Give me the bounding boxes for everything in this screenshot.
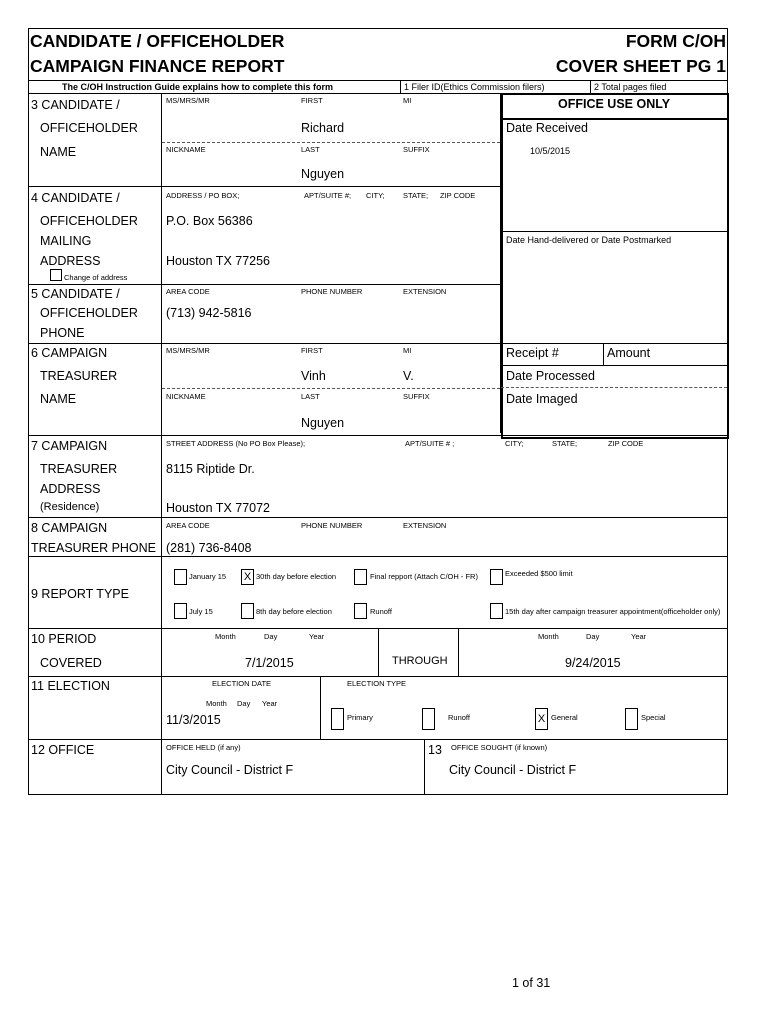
general-checkbox[interactable]: X [535,708,548,730]
divider [28,435,728,436]
sec4-label1: 4 CANDIDATE / [31,191,120,205]
sec6-nickname-label: NICKNAME [166,392,206,401]
runoff-election-label: Runoff [448,713,470,722]
divider [28,186,501,187]
divider [28,676,728,677]
office-use-heading: OFFICE USE ONLY [558,97,671,111]
office-sought-label: OFFICE SOUGHT (if known) [451,743,548,752]
divider [28,517,728,518]
divider [161,556,162,628]
office-held-label: OFFICE HELD (if any) [166,743,241,752]
total-pages-label: 2 Total pages filed [594,82,667,92]
divider [28,343,501,344]
change-of-address-label: Change of address [64,273,128,282]
receipt-label: Receipt # [506,346,559,360]
exceeded-label: Exceeded $500 limit [505,569,573,578]
sec3-first-value[interactable]: Richard [301,121,345,135]
runoff-report-checkbox[interactable] [354,603,367,619]
sec10-to-year: Year [631,632,647,641]
sec11-year: Year [262,699,278,708]
cover-sheet-title: COVER SHEET PG 1 [555,56,726,76]
sec7-city-label: CITY; [505,439,524,448]
sec4-zip-label: ZIP CODE [440,191,476,200]
sec3-label1: 3 CANDIDATE / [31,98,120,112]
change-of-address-checkbox[interactable] [50,269,62,281]
jan15-checkbox[interactable] [174,569,187,585]
divider [603,343,604,365]
title-line2: CAMPAIGN FINANCE REPORT [30,56,285,76]
sec3-suffix-label: SUFFIX [403,145,430,154]
30th-day-checkbox[interactable]: X [241,569,254,585]
sec4-address-line1[interactable]: P.O. Box 56386 [166,214,253,228]
special-label: Special [641,713,666,722]
date-processed-label: Date Processed [506,369,595,383]
sec11-month: Month [206,699,227,708]
sec6-last-value[interactable]: Nguyen [301,416,345,430]
divider [161,676,162,794]
amount-label: Amount [607,346,651,360]
primary-label: Primary [347,713,373,722]
sec6-mi-label: MI [403,346,412,355]
8th-day-label: 8th day before election [256,607,332,616]
sec7-label1: 7 CAMPAIGN [31,439,108,453]
sec6-mi-value[interactable]: V. [403,369,414,383]
sec8-phone-label: PHONE NUMBER [301,521,363,530]
sec7-label4: (Residence) [40,501,100,513]
divider [28,739,728,740]
sec6-last-label: LAST [301,392,320,401]
divider [162,388,500,389]
sec7-label3: ADDRESS [40,482,101,496]
sec10-from-year: Year [309,632,325,641]
sec7-street-label: STREET ADDRESS (No PO Box Please); [166,439,306,448]
sec6-suffix-label: SUFFIX [403,392,430,401]
divider [501,343,727,344]
sec12-label: 12 OFFICE [31,743,95,757]
divider [28,794,728,795]
sec10-from-day: Day [264,632,278,641]
sec3-first-label: FIRST [301,96,323,105]
divider [378,628,379,676]
sec10-from-month: Month [215,632,236,641]
exceeded-checkbox[interactable] [490,569,503,585]
office-sought-value[interactable]: City Council - District F [449,763,577,777]
sec8-label1: 8 CAMPAIGN [31,521,108,535]
date-received-label: Date Received [506,121,588,135]
sec9-label: 9 REPORT TYPE [31,587,129,601]
runoff-election-checkbox[interactable] [422,708,435,730]
date-hand-label: Date Hand-delivered or Date Postmarked [506,235,672,245]
sec6-first-label: FIRST [301,346,323,355]
header-divider [28,80,728,81]
sec8-label2: TREASURER PHONE [31,541,157,555]
divider [458,628,459,676]
through-label: THROUGH [392,655,448,667]
frame-top [28,28,728,29]
sec3-label2: OFFICEHOLDER [40,121,138,135]
sec7-apt-label: APT/SUITE # ; [405,439,455,448]
sec7-state-label: STATE; [552,439,578,448]
sec10-label1: 10 PERIOD [31,632,97,646]
sec5-label2: OFFICEHOLDER [40,306,138,320]
election-type-label: ELECTION TYPE [347,679,407,688]
sec10-to-month: Month [538,632,559,641]
divider [501,231,727,232]
sec6-label3: NAME [40,392,77,406]
divider [28,284,501,285]
sec6-label1: 6 CAMPAIGN [31,346,108,360]
sec11-day: Day [237,699,251,708]
jan15-label: January 15 [189,572,227,581]
date-imaged-label: Date Imaged [506,392,578,406]
sec4-city-label: CITY; [366,191,385,200]
sec4-label4: ADDRESS [40,254,101,268]
jul15-checkbox[interactable] [174,603,187,619]
sec4-address-label: ADDRESS / PO BOX; [166,191,240,200]
divider [501,365,727,366]
sec8-ext-label: EXTENSION [403,521,447,530]
sec6-first-value[interactable]: Vinh [301,369,326,383]
date-received-value[interactable]: 10/5/2015 [530,146,571,156]
sec13-number: 13 [428,743,442,757]
page-number: 1 of 31 [512,976,551,990]
divider [320,676,321,739]
sec3-nickname-label: NICKNAME [166,145,206,154]
sec5-phone-label: PHONE NUMBER [301,287,363,296]
title-line1: CANDIDATE / OFFICEHOLDER [30,31,285,51]
divider [161,628,162,676]
form-id: FORM C/OH [625,31,726,51]
guide-note: The C/OH Instruction Guide explains how to complete this form [62,82,334,92]
sec3-label3: NAME [40,145,77,159]
sec6-label2: TREASURER [40,369,118,383]
divider [162,142,500,143]
sec3-last-value[interactable]: Nguyen [301,167,345,181]
frame-left [28,28,29,556]
sec4-label3: MAILING [40,234,92,248]
special-checkbox[interactable] [625,708,638,730]
primary-checkbox[interactable] [331,708,344,730]
sec5-label3: PHONE [40,326,85,340]
period-to-value[interactable]: 9/24/2015 [565,656,621,670]
30th-day-label: 30th day before election [256,572,337,581]
sec4-label2: OFFICEHOLDER [40,214,138,228]
sec4-state-label: STATE; [403,191,429,200]
sec10-label2: COVERED [40,656,102,670]
final-report-checkbox[interactable] [354,569,367,585]
general-label: General [551,713,578,722]
election-date-value[interactable]: 11/3/2015 [166,713,221,727]
sec7-address-line2[interactable]: Houston TX 77072 [166,501,271,515]
sec8-phone-value[interactable]: (281) 736-8408 [166,541,252,555]
sec7-zip-label: ZIP CODE [608,439,644,448]
sec3-mi-label: MI [403,96,412,105]
runoff-report-label: Runoff [370,607,392,616]
sec5-phone-value[interactable]: (713) 942-5816 [166,306,252,320]
sec4-apt-label: APT/SUITE #; [304,191,352,200]
divider [400,80,401,93]
sec7-address-line1[interactable]: 8115 Riptide Dr. [166,462,255,476]
15th-day-label: 15th day after campaign treasurer appointment(officeholder only) [505,607,721,616]
sec4-address-line2[interactable]: Houston TX 77256 [166,254,271,268]
sec10-to-day: Day [586,632,600,641]
period-from-value[interactable]: 7/1/2015 [245,656,294,670]
divider [501,387,727,388]
divider [28,556,29,794]
sec6-ms-label: MS/MRS/MR [166,346,210,355]
divider [424,739,425,794]
sec8-area-label: AREA CODE [166,521,210,530]
label-column-divider [161,93,162,556]
divider [28,556,728,557]
final-report-label: Final repport (Attach C/OH - FR) [370,572,478,581]
8th-day-checkbox[interactable] [241,603,254,619]
sec3-last-label: LAST [301,145,320,154]
divider [501,118,727,120]
divider [590,80,591,93]
election-date-label: ELECTION DATE [212,679,272,688]
sec3-ms-label: MS/MRS/MR [166,96,210,105]
sec11-label: 11 ELECTION [31,679,110,693]
sec5-ext-label: EXTENSION [403,287,447,296]
jul15-label: July 15 [189,607,213,616]
office-held-value[interactable]: City Council - District F [166,763,294,777]
sec5-label1: 5 CANDIDATE / [31,287,120,301]
filer-id-label: 1 Filer ID(Ethics Commission filers) [404,82,545,92]
sec5-area-label: AREA CODE [166,287,210,296]
sec7-label2: TREASURER [40,462,118,476]
15th-day-checkbox[interactable] [490,603,503,619]
